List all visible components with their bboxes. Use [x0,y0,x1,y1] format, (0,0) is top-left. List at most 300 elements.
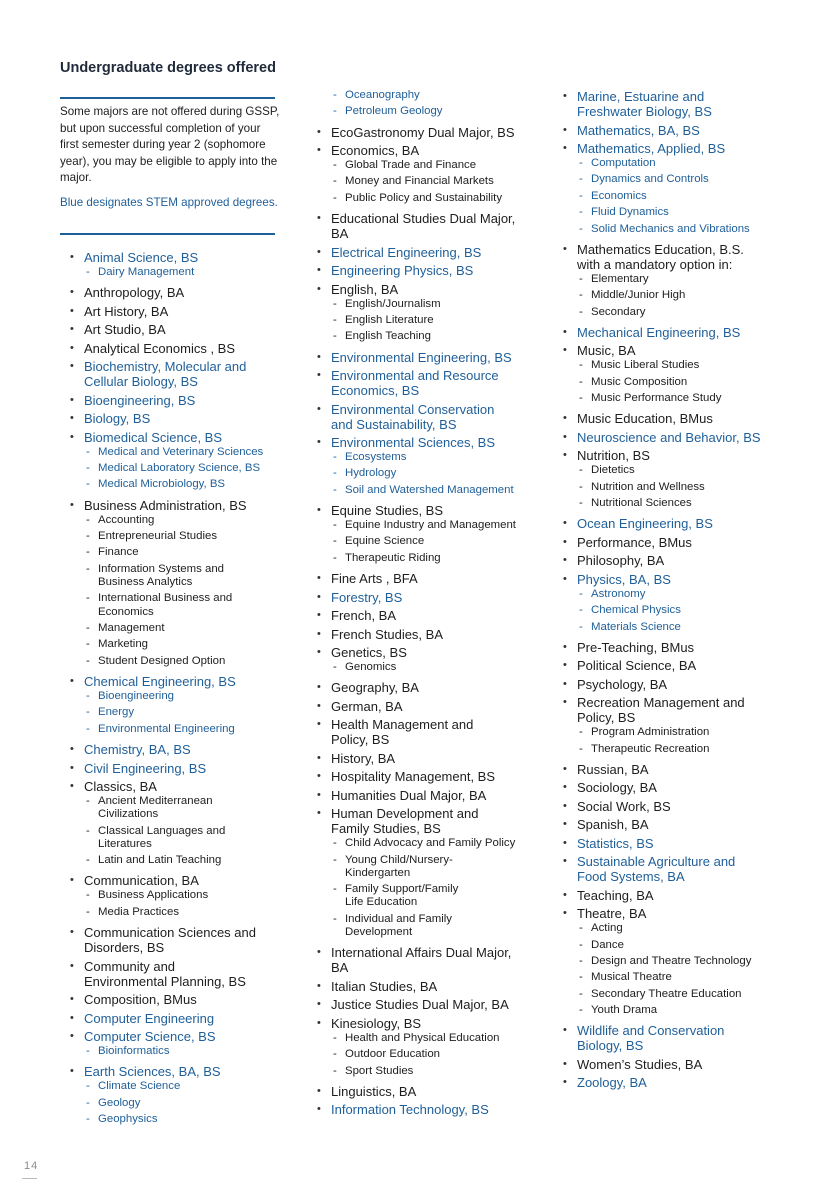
specialization-name: Young Child/Nursery- [345,853,453,866]
specialization-name: Student Designed Option [98,654,226,667]
degree-item [563,1057,793,1072]
specialization-item [84,906,300,919]
degree-item [317,503,552,565]
degree-name: Computer Science, BS [84,1029,216,1044]
degree-name: Neuroscience and Behavior, BS [577,429,761,445]
specialization-list [331,661,552,674]
degree-item [317,945,552,975]
specialization-item [84,638,300,651]
degree-name: Earth Sciences, BA, BS [84,1064,221,1080]
degree-name: Bioengineering, BS [84,392,196,408]
specialization-item [331,913,552,939]
degree-name: Justice Studies Dual Major, BA [331,997,509,1013]
degree-name-continued: Environmental Planning, BS [84,973,246,989]
specialization-list [331,298,552,344]
specialization-item [84,1097,300,1110]
specialization-list [577,726,793,756]
specialization-item [577,359,793,372]
degree-name-continued: Food Systems, BA [577,869,685,885]
degree-name: Classics, BA [84,779,157,795]
degree-item [317,571,552,586]
degree-item [317,263,552,278]
specialization-name: Youth Drama [591,1004,658,1017]
degree-name: Marine, Estuarine and [577,89,705,104]
degree-name: Genetics, BS [331,645,407,661]
specialization-list [331,519,552,565]
specialization-item [577,206,793,219]
degree-name: Music, BA [577,343,636,359]
specialization-list [84,514,300,668]
specialization-name: Equine Industry and Management [345,519,516,532]
specialization-item [84,592,300,618]
degree-name: Communication, BA [84,873,199,889]
degree-item [317,402,552,432]
specialization-name: Acting [591,922,623,935]
specialization-item [577,1004,793,1017]
degree-item [563,640,793,655]
degree-name: French, BA [331,608,397,624]
degree-item [70,304,300,319]
specialization-item [84,706,300,719]
degree-item [70,742,300,757]
degree-name: Statistics, BS [577,835,654,851]
specialization-list [331,89,552,119]
degree-item [70,992,300,1007]
specialization-name: Child Advocacy and Family Policy [345,837,516,850]
specialization-name: Information Systems and [98,562,224,575]
degree-item [317,143,552,205]
degree-name: Art Studio, BA [84,322,166,338]
specialization-name: Dynamics and Controls [591,173,709,186]
specialization-name: Economics [591,189,647,202]
degree-name: Biomedical Science, BS [84,429,223,445]
degree-item [70,674,300,736]
specialization-item [84,1045,300,1058]
specialization-name: Hydrology [345,467,397,480]
degree-item [563,242,793,319]
specialization-name: English Literature [345,313,434,326]
specialization-name: Public Policy and Sustainability [345,191,503,204]
degree-item [563,89,793,119]
specialization-list [84,446,300,492]
specialization-item [577,392,793,405]
intro-divider [60,233,275,235]
degree-item [317,680,552,695]
specialization-list [577,464,793,510]
degree-name: Kinesiology, BS [331,1015,422,1031]
degree-item [70,873,300,919]
specialization-item [84,546,300,559]
degree-name: Community and [84,958,176,974]
specialization-name: Secondary Theatre Education [591,987,742,1000]
specialization-name: Dietetics [591,464,635,477]
degree-name: Environmental Sciences, BS [331,435,496,451]
degree-item [563,448,793,510]
specialization-name-continued: Business Analytics [98,576,193,589]
specialization-item [84,622,300,635]
specialization-list [84,1080,300,1126]
degree-item [563,799,793,814]
degree-item [563,516,793,531]
specialization-name: Soil and Watershed Management [345,483,514,496]
degree-item [70,779,300,867]
degree-name-continued: with a mandatory option in: [577,256,733,272]
specialization-name-continued: Economics [98,605,154,618]
degree-name: Wildlife and Conservation [577,1023,725,1039]
specialization-item [331,192,552,205]
degree-item [563,677,793,692]
specialization-item [84,1113,300,1126]
specialization-item [577,376,793,389]
specialization-name: Energy [98,706,135,719]
degree-item [563,836,793,851]
degree-item [317,350,552,365]
degree-item [70,761,300,776]
specialization-list [577,273,793,319]
specialization-name: Solid Mechanics and Vibrations [591,222,750,235]
degree-item [70,959,300,989]
specialization-name: Climate Science [98,1080,181,1093]
degree-item [317,211,552,241]
specialization-name: Musical Theatre [591,971,672,984]
degree-list-column-2 [317,88,552,1121]
specialization-item [577,743,793,756]
degree-name: Philosophy, BA [577,553,665,569]
specialization-name: Outdoor Education [345,1048,440,1061]
specialization-item [331,519,552,532]
specialization-item [331,837,552,850]
page-title: Undergraduate degrees offered [60,60,276,76]
specialization-name: International Business and [98,592,233,605]
specialization-item [84,530,300,543]
specialization-item [577,971,793,984]
degree-item [563,817,793,832]
degree-name: Music Education, BMus [577,411,713,427]
degree-name-continued: Policy, BS [331,732,390,748]
degree-item [317,751,552,766]
specialization-name: Middle/Junior High [591,289,686,302]
specialization-name: Nutrition and Wellness [591,480,705,493]
degree-name: Pre-Teaching, BMus [577,639,695,655]
specialization-name: Genomics [345,661,397,674]
degree-item [563,343,793,405]
specialization-item [331,1048,552,1061]
degree-item [317,1102,552,1117]
degree-name: Biology, BS [84,411,151,427]
degree-name-continued: Disorders, BS [84,940,165,955]
specialization-name: Geology [98,1096,141,1109]
degree-item [70,250,300,279]
degree-name: Environmental and Resource [331,368,499,384]
specialization-item [331,467,552,480]
degree-list-column-3 [563,89,793,1094]
specialization-name-continued: Literatures [98,837,152,850]
specialization-list [577,157,793,236]
degree-item [563,325,793,340]
specialization-name: Ecosystems [345,451,407,464]
stem-note: Blue designates STEM approved degrees. [60,196,278,209]
specialization-item [577,604,793,617]
degree-name: Spanish, BA [577,817,649,833]
specialization-name: Dance [591,938,624,951]
degree-item [70,359,300,389]
degree-item [563,141,793,236]
degree-item [563,123,793,138]
specialization-name: Music Liberal Studies [591,359,700,372]
degree-item [70,1029,300,1058]
specialization-list [331,837,552,939]
specialization-list [577,359,793,405]
specialization-item [331,661,552,674]
degree-name-continued: BA [331,960,349,976]
specialization-name: Music Performance Study [591,392,722,405]
degree-name: Social Work, BS [577,798,671,814]
specialization-item [577,955,793,968]
degree-name-continued: Policy, BS [577,710,636,726]
specialization-item [84,266,300,279]
specialization-name: Geophysics [98,1112,158,1125]
degree-name: Electrical Engineering, BS [331,244,482,260]
specialization-name: Dairy Management [98,266,195,278]
specialization-list [577,588,793,634]
specialization-item [577,306,793,319]
specialization-name: Classical Languages and [98,824,226,837]
specialization-name: Medical Laboratory Science, BS [98,462,261,475]
degree-name: Biochemistry, Molecular and [84,359,247,375]
degree-name: Mathematics Education, B.S. [577,241,744,257]
specialization-item: - Oceanography [331,89,552,102]
degree-name: Composition, BMus [84,992,197,1007]
degree-name: Health Management and [331,717,474,733]
title-divider [60,97,275,99]
specialization-name: Business Applications [98,889,209,902]
specialization-name: Global Trade and Finance [345,159,477,172]
specialization-name: Latin and Latin Teaching [98,854,222,867]
specialization-name: Finance [98,546,139,559]
specialization-name: Bioengineering [98,690,174,703]
specialization-item [84,563,300,589]
specialization-name: Fluid Dynamics [591,206,669,219]
degree-item [317,368,552,398]
degree-item [563,854,793,884]
specialization-name: English/Journalism [345,297,441,310]
specialization-item [577,190,793,203]
degree-name: Civil Engineering, BS [84,760,207,776]
page-number: 14 [24,1160,39,1172]
specialization-item [577,939,793,952]
specialization-name: Family Support/Family [345,883,459,896]
specialization-item [577,223,793,236]
specialization-item [331,175,552,188]
degree-name: Ocean Engineering, BS [577,516,713,532]
specialization-name: Media Practices [98,905,180,918]
degree-name: Italian Studies, BA [331,978,438,994]
specialization-name: Environmental Engineering [98,722,235,735]
specialization-item [331,1065,552,1078]
specialization-name-continued: Life Education [345,896,418,909]
degree-name-continued: Economics, BS [331,383,420,399]
degree-name: Mathematics, BA, BS [577,122,700,138]
specialization-item [84,1080,300,1093]
specialization-item [331,535,552,548]
degree-name: Performance, BMus [577,534,692,550]
degree-item [317,1016,552,1078]
degree-item [563,411,793,426]
degree-name: Linguistics, BA [331,1083,417,1099]
specialization-name: Accounting [98,513,155,526]
specialization-name: Computation [591,157,656,169]
degree-item [563,906,793,1017]
degree-name: Russian, BA [577,761,649,777]
specialization-name: Health and Physical Education [345,1031,500,1044]
specialization-item [577,481,793,494]
specialization-item [577,157,793,170]
degree-item [70,322,300,337]
specialization-name: Therapeutic Riding [345,551,441,564]
degree-name: History, BA [331,750,396,766]
specialization-item [84,854,300,867]
degree-item [70,341,300,356]
degree-name-continued: Freshwater Biology, BS [577,104,712,119]
degree-name: Computer Engineering [84,1010,215,1026]
specialization-list [331,1032,552,1078]
specialization-name: Astronomy [591,587,646,600]
specialization-item [84,655,300,668]
degree-item [317,245,552,260]
specialization-name: Individual and Family [345,912,452,925]
degree-item [317,979,552,994]
degree-name: Recreation Management and [577,695,745,711]
specialization-list [84,795,300,867]
specialization-item [84,723,300,736]
specialization-item [577,173,793,186]
specialization-name: Medical Microbiology, BS [98,478,226,491]
degree-name: Fine Arts , BFA [331,571,418,587]
specialization-item [577,988,793,1001]
degree-item [563,553,793,568]
specialization-name: Chemical Physics [591,604,681,617]
degree-item [563,762,793,777]
specialization-item [577,588,793,601]
specialization-name: Nutritional Sciences [591,497,692,510]
degree-name: Political Science, BA [577,658,697,674]
degree-name: Chemical Engineering, BS [84,674,236,690]
degree-item [317,590,552,605]
specialization-item [577,621,793,634]
degree-item [317,717,552,747]
specialization-item [577,497,793,510]
specialization-name: Elementary [591,272,649,285]
degree-item [70,285,300,300]
specialization-item [331,314,552,327]
degree-item [563,1023,793,1053]
degree-item [317,806,552,939]
specialization-item [331,883,552,909]
specialization-list [331,451,552,497]
specialization-name: Music Composition [591,375,688,388]
specialization-list [84,690,300,736]
degree-item [70,925,300,955]
specialization-item [331,451,552,464]
degree-item [563,430,793,445]
degree-name: French Studies, BA [331,626,443,642]
intro-paragraph: Some majors are not offered during GSSP, but upon successful completion of your first semester during year 2 (sophomore year), you may be eligible to apply into the major. [60,105,280,184]
degree-name: Geography, BA [331,680,419,696]
degree-name: Physics, BA, BS [577,571,671,587]
specialization-item [84,446,300,459]
degree-name: Anthropology, BA [84,285,185,301]
degree-name: Analytical Economics , BS [84,340,236,356]
degree-item [317,997,552,1012]
degree-item [70,498,300,668]
specialization-item [331,159,552,172]
degree-name: Hospitality Management, BS [331,769,496,785]
degree-name: Engineering Physics, BS [331,263,474,279]
degree-name-continued: and Sustainability, BS [331,416,457,432]
degree-item [317,769,552,784]
degree-name: Forestry, BS [331,589,403,605]
degree-item [70,393,300,408]
degree-name: Economics, BA [331,143,420,159]
specialization-item [331,330,552,343]
degree-name-continued: Family Studies, BS [331,821,441,837]
degree-name: Mechanical Engineering, BS [577,324,741,340]
specialization-name-continued: Civilizations [98,808,159,821]
specialization-name: Secondary [591,305,646,318]
degree-name-continued: Cellular Biology, BS [84,374,198,390]
degree-name: EcoGastronomy Dual Major, BS [331,124,515,140]
degree-item [563,535,793,550]
specialization-item [331,1032,552,1045]
degree-name: Human Development and [331,806,479,822]
specialization-name: Marketing [98,638,149,651]
degree-name: Sociology, BA [577,780,657,796]
degree-name: Communication Sciences and [84,925,256,940]
specialization-item [577,922,793,935]
specialization-list [84,266,300,279]
specialization-name: Materials Science [591,620,681,633]
degree-item [317,699,552,714]
specialization-name: Equine Science [345,535,425,548]
degree-name-continued: BA [331,226,349,242]
specialization-name: Ancient Mediterranean [98,795,213,808]
specialization-item [84,462,300,475]
specialization-item [577,464,793,477]
degree-name: Environmental Conservation [331,401,495,417]
degree-name: Animal Science, BS [84,250,199,265]
degree-item [317,1084,552,1099]
specialization-name: Entrepreneurial Studies [98,530,218,543]
specialization-name-continued: Kindergarten [345,866,411,879]
degree-item [70,1011,300,1026]
degree-name: Chemistry, BA, BS [84,742,191,758]
degree-item [70,1064,300,1126]
specialization-list [84,889,300,919]
degree-name: Theatre, BA [577,906,647,922]
degree-item [563,572,793,634]
degree-item [563,780,793,795]
specialization-item [84,825,300,851]
specialization-name-continued: Development [345,926,413,939]
degree-name: Zoology, BA [577,1075,647,1091]
specialization-name: Design and Theatre Technology [591,955,752,968]
specialization-name: Program Administration [591,726,710,739]
page-number-rule [22,1178,37,1179]
degree-name: Business Administration, BS [84,497,247,513]
degree-item [317,645,552,674]
specialization-item [577,273,793,286]
degree-name: Environmental Engineering, BS [331,349,512,365]
